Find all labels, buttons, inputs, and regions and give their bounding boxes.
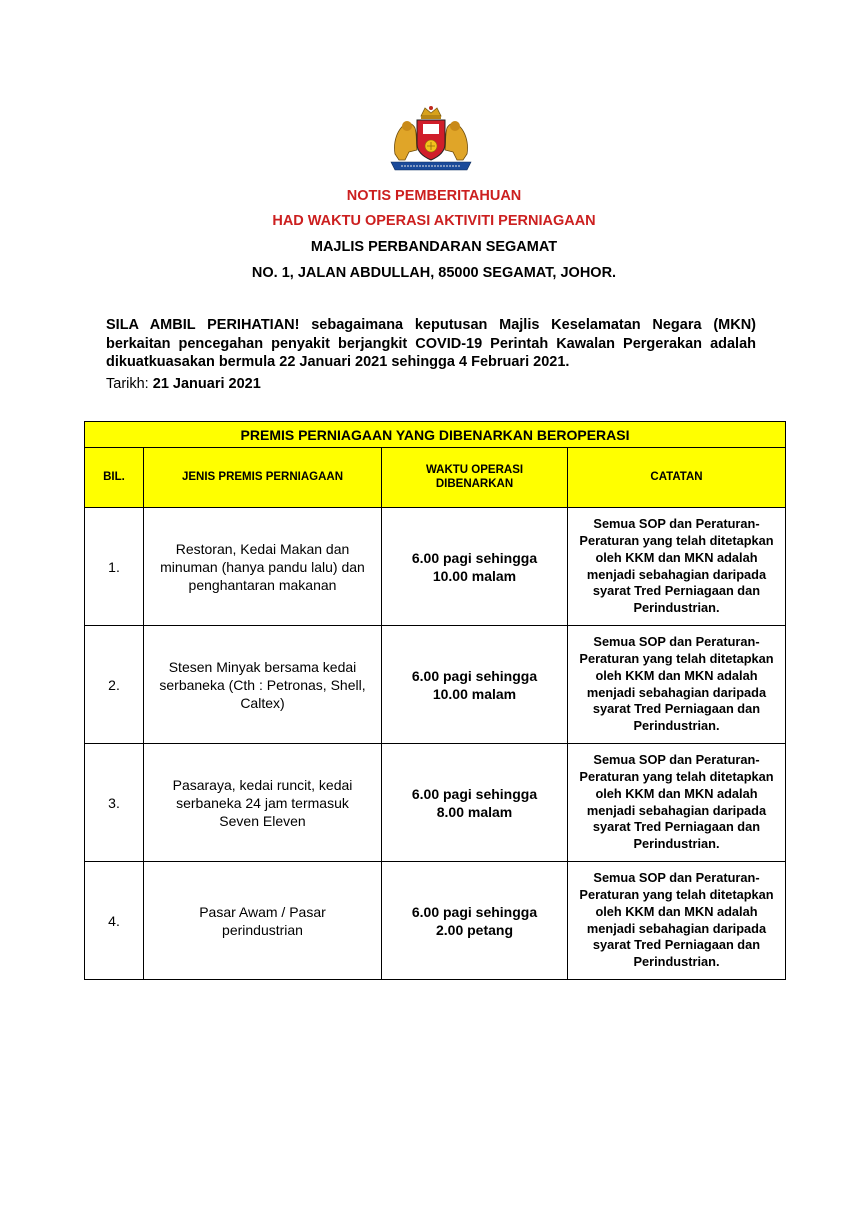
header-bil: BIL. <box>85 448 144 508</box>
cell-bil: 2. <box>85 626 144 744</box>
operating-hours-table <box>84 421 786 980</box>
table-row <box>85 626 786 744</box>
header-jenis: JENIS PREMIS PERNIAGAAN <box>144 448 382 508</box>
cell-bil: 4. <box>85 862 144 980</box>
notice-subtitle: HAD WAKTU OPERASI AKTIVITI PERNIAGAAN <box>272 213 596 229</box>
cell-waktu: 6.00 pagi sehingga 10.00 malam <box>382 626 568 744</box>
organization-address: NO. 1, JALAN ABDULLAH, 85000 SEGAMAT, JOHOR. <box>251 265 617 281</box>
notice-paragraph <box>106 316 756 372</box>
header-catatan: CATATAN <box>568 448 786 508</box>
cell-catatan: Semua SOP dan Peraturan-Peraturan yang telah ditetapkan oleh KKM dan MKN adalah menjadi sebahagian daripada syarat Tred Perniagaan dan Perindustrian. <box>568 744 786 862</box>
table-row <box>85 508 786 626</box>
cell-jenis: Stesen Minyak bersama kedai serbaneka (Cth : Petronas, Shell, Caltex) <box>144 626 382 744</box>
cell-jenis: Pasaraya, kedai runcit, kedai serbaneka 24 jam termasuk Seven Eleven <box>144 744 382 862</box>
ribbon-banner <box>391 162 471 170</box>
council-crest-logo <box>387 104 475 172</box>
table-row <box>85 744 786 862</box>
date-value: 21 Januari 2021 <box>152 376 261 392</box>
cell-jenis: Pasar Awam / Pasar perindustrian <box>144 862 382 980</box>
lion-right-icon <box>445 121 468 160</box>
crown-icon <box>421 106 441 119</box>
organization-name: MAJLIS PERBANDARAN SEGAMAT <box>310 239 558 255</box>
cell-catatan: Semua SOP dan Peraturan-Peraturan yang telah ditetapkan oleh KKM dan MKN adalah menjadi sebahagian daripada syarat Tred Perniagaan dan Perindustrian. <box>568 862 786 980</box>
cell-bil: 3. <box>85 744 144 862</box>
shield-icon <box>417 120 445 160</box>
cell-catatan: Semua SOP dan Peraturan-Peraturan yang telah ditetapkan oleh KKM dan MKN adalah menjadi sebahagian daripada syarat Tred Perniagaan dan Perindustrian. <box>568 508 786 626</box>
cell-jenis: Restoran, Kedai Makan dan minuman (hanya pandu lalu) dan penghantaran makanan <box>144 508 382 626</box>
notice-date <box>106 376 261 392</box>
table-caption: PREMIS PERNIAGAAN YANG DIBENARKAN BEROPERASI <box>85 422 786 448</box>
notice-title: NOTIS PEMBERITAHUAN <box>346 188 522 204</box>
cell-bil: 1. <box>85 508 144 626</box>
cell-waktu: 6.00 pagi sehingga 2.00 petang <box>382 862 568 980</box>
cell-catatan: Semua SOP dan Peraturan-Peraturan yang telah ditetapkan oleh KKM dan MKN adalah menjadi sebahagian daripada syarat Tred Perniagaan dan Perindustrian. <box>568 626 786 744</box>
notice-body: sebagaimana keputusan Majlis Keselamatan Negara (MKN) berkaitan pencegahan penyakit berjangkit COVID-19 Perintah Kawalan Pergerakan adalah dikuatkuasakan bermula 22 Januari 2021 sehingga 4 Februari 2021. <box>106 317 756 370</box>
cell-waktu: 6.00 pagi sehingga 8.00 malam <box>382 744 568 862</box>
header-waktu: WAKTU OPERASI DIBENARKAN <box>382 448 568 508</box>
date-label: Tarikh: <box>106 376 153 392</box>
table-header-row <box>85 448 786 508</box>
cell-waktu: 6.00 pagi sehingga 10.00 malam <box>382 508 568 626</box>
notice-lead: SILA AMBIL PERIHATIAN! <box>106 317 300 333</box>
lion-left-icon <box>394 121 417 160</box>
table-row <box>85 862 786 980</box>
